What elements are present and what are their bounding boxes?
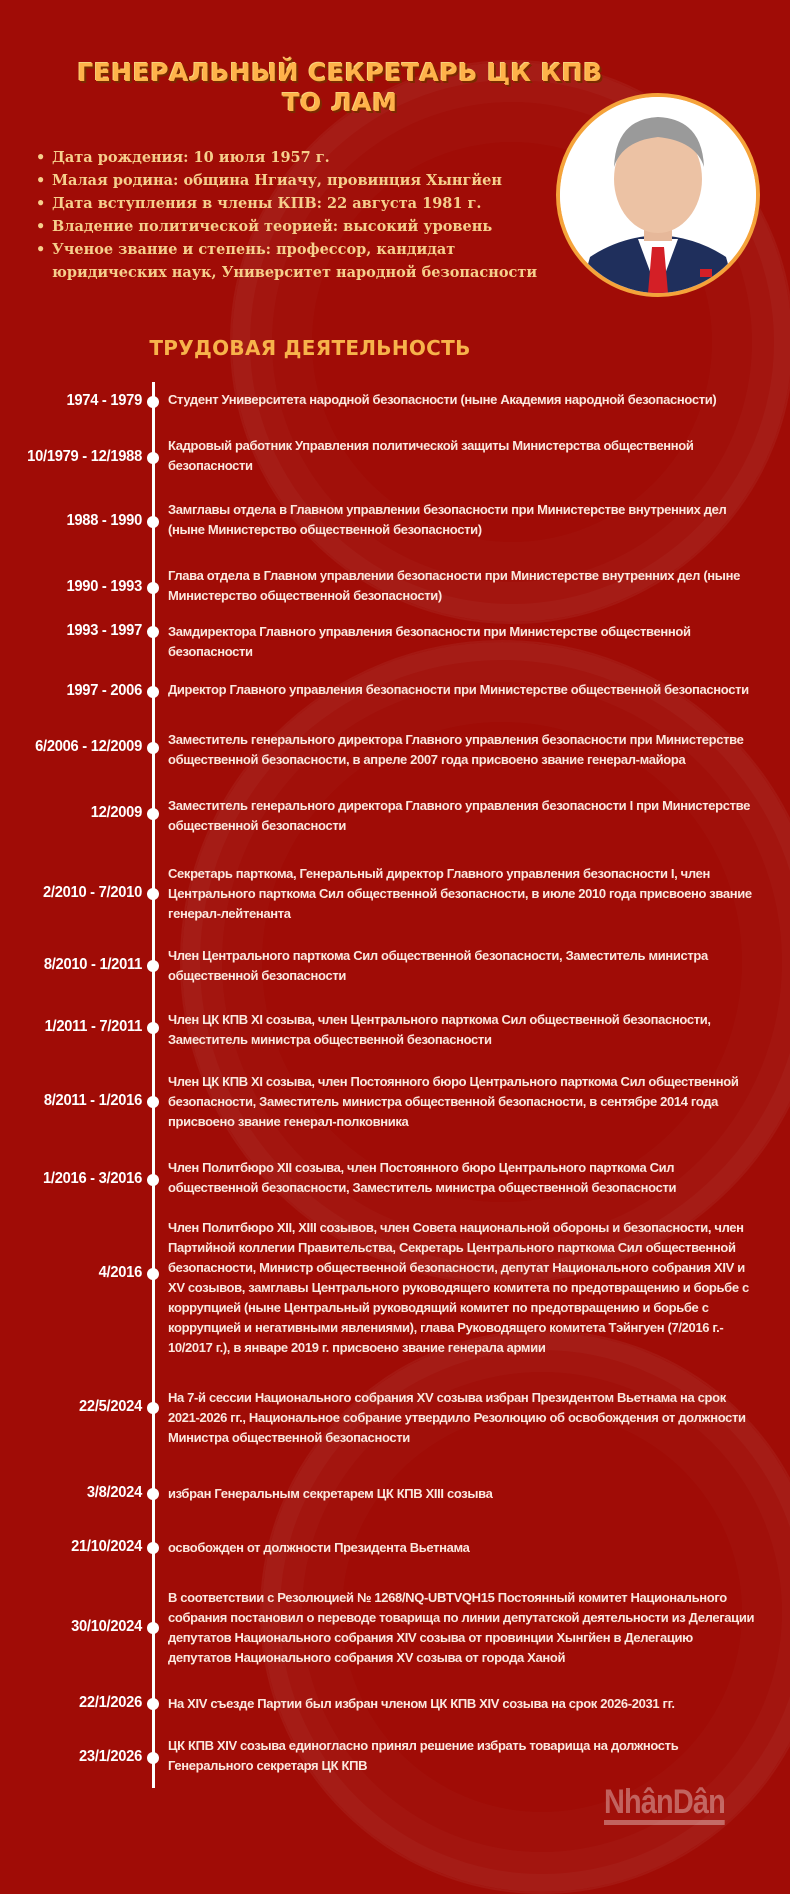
- person-portrait-icon: [560, 97, 756, 293]
- title-line-2: ТО ЛАМ: [282, 88, 398, 117]
- timeline-dot-icon: [147, 1752, 159, 1764]
- timeline-dot-icon: [147, 1542, 159, 1554]
- entry-date: 1993 - 1997: [66, 622, 142, 639]
- entry-text: освобожден от должности Президента Вьетнама: [168, 1540, 470, 1555]
- entry-text: В соответствии с Резолюцией № 1268/NQ-UBTVQH15 Постоянный комитет Национального собрания постановил о переводе товарища по линии депутатской деятельности из Делегации депутатов Национального собрания XIV созыва от провинции Хынгйен в Делегацию депутатов Национального собрания XV созыва от города Ханой: [168, 1590, 755, 1665]
- timeline-dot-icon: [147, 1268, 159, 1280]
- entry-text: Замглавы отдела в Главном управлении безопасности при Министерстве внутренних дел (ныне Министерство общественной безопасности): [168, 502, 727, 537]
- entry-date: 21/10/2024: [71, 1538, 142, 1555]
- entry-date: 23/1/2026: [78, 1748, 142, 1765]
- timeline-dot-icon: [147, 686, 159, 698]
- entry-date: 1997 - 2006: [66, 682, 142, 699]
- timeline-dot-icon: [147, 516, 159, 528]
- bio-item: • Малая родина: община Нгиачу, провинция Хынгйен: [36, 169, 556, 192]
- timeline-dot-icon: [147, 808, 159, 820]
- entry-text: Член ЦК КПВ XI созыва, член Постоянного бюро Центрального парткома Сил общественной безопасности, Заместитель министра общественной безопасности, в сентябре 2014 года присвоено звание генерал-полковника: [168, 1074, 739, 1129]
- entry-date: 1988 - 1990: [66, 512, 142, 529]
- entry-text: Замдиректора Главного управления безопасности при Министерстве общественной безопасности: [168, 624, 691, 659]
- entry-date: 12/2009: [90, 804, 142, 821]
- timeline-dot-icon: [147, 1488, 159, 1500]
- bio-item: • Дата вступления в члены КПВ: 22 августа 1981 г.: [36, 192, 556, 215]
- page-title: [60, 58, 620, 118]
- entry-text: Член Политбюро XII созыва, член Постоянного бюро Центрального парткома Сил общественной безопасности, Заместитель министра общественной безопасности: [168, 1160, 677, 1195]
- title-line-1: ГЕНЕРАЛЬНЫЙ СЕКРЕТАРЬ ЦК КПВ: [77, 58, 603, 87]
- entry-date: 1/2011 - 7/2011: [44, 1018, 143, 1035]
- entry-date: 8/2010 - 1/2011: [43, 956, 142, 973]
- entry-text: ЦК КПВ XIV созыва единогласно принял решение избрать товарища на должность Генерального секретаря ЦК КПВ: [168, 1738, 679, 1773]
- entry-text: Кадровый работник Управления политической защиты Министерства общественной безопасности: [168, 438, 694, 473]
- entry-date: 4/2016: [98, 1264, 142, 1281]
- timeline-dot-icon: [147, 1096, 159, 1108]
- entry-text: Директор Главного управления безопасности при Министерстве общественной безопасности: [168, 682, 749, 697]
- timeline-dot-icon: [147, 1698, 159, 1710]
- entry-date: 1/2016 - 3/2016: [42, 1170, 142, 1187]
- timeline-dot-icon: [147, 396, 159, 408]
- entry-text: Секретарь парткома, Генеральный директор Главного управления безопасности I, член Центрального парткома Сил общественной безопасности, в июле 2010 года присвоено звание генерал-лейтенанта: [168, 866, 752, 921]
- timeline-dot-icon: [147, 582, 159, 594]
- entry-date: 22/1/2026: [78, 1694, 142, 1711]
- bio-item: • Дата рождения: 10 июля 1957 г.: [36, 146, 556, 169]
- entry-date: 2/2010 - 7/2010: [42, 884, 142, 901]
- entry-text: Заместитель генерального директора Главного управления безопасности I при Министерстве общественной безопасности: [168, 798, 750, 833]
- entry-date: 1974 - 1979: [66, 392, 142, 409]
- section-title: ТРУДОВАЯ ДЕЯТЕЛЬНОСТЬ: [149, 336, 471, 360]
- bio-list: [36, 146, 556, 284]
- timeline-dot-icon: [147, 1622, 159, 1634]
- timeline-dot-icon: [147, 1022, 159, 1034]
- timeline-dot-icon: [147, 888, 159, 900]
- entry-text: Член ЦК КПВ XI созыва, член Центрального парткома Сил общественной безопасности, Заместитель министра общественной безопасности: [168, 1012, 711, 1047]
- entry-date: 8/2011 - 1/2016: [43, 1092, 142, 1109]
- entry-date: 1990 - 1993: [66, 578, 142, 595]
- entry-text: Заместитель генерального директора Главного управления безопасности при Министерстве общественной безопасности, в апреле 2007 года присвоено звание генерал-майора: [168, 732, 744, 767]
- entry-text: На XIV съезде Партии был избран членом ЦК КПВ XIV созыва на срок 2026-2031 гг.: [168, 1696, 675, 1711]
- timeline-dot-icon: [147, 1174, 159, 1186]
- entry-date: 30/10/2024: [71, 1618, 142, 1635]
- entry-text: Глава отдела в Главном управлении безопасности при Министерстве внутренних дел (ныне Министерство общественной безопасности): [168, 568, 740, 603]
- nhandan-logo: NhânDân: [604, 1784, 725, 1825]
- bio-item: • Владение политической теорией: высокий уровень: [36, 215, 556, 238]
- entry-text: Студент Университета народной безопасности (ныне Академия народной безопасности): [168, 392, 717, 407]
- timeline-dot-icon: [147, 1402, 159, 1414]
- timeline-dot-icon: [147, 742, 159, 754]
- timeline-dot-icon: [147, 960, 159, 972]
- bio-item: • Ученое звание и степень: профессор, кандидат юридических наук, Университет народной безопасности: [36, 238, 556, 284]
- entry-date: 22/5/2024: [78, 1398, 142, 1415]
- entry-text: избран Генеральным секретарем ЦК КПВ XIII созыва: [168, 1486, 493, 1501]
- entry-text: Член Политбюро XII, XIII созывов, член Совета национальной обороны и безопасности, член Партийной коллегии Правительства, Секретарь Центрального парткома Сил общественной безопасности, Министр общественной безопасности, депутат Национального собрания XIV и XV созывов, замглавы Центрального руководящего комитета по предотвращению и борьбе с коррупцией (ныне Центральный руководящий комитет по предотвращению и борьбе с коррупцией и негативными явлениями), глава Руководящего комитета Тэйнгуен (7/2016 г.- 10/2017 г.), в январе 2019 г. присвоено звание генерала армии: [168, 1220, 749, 1355]
- entry-date: 10/1979 - 12/1988: [27, 448, 143, 465]
- timeline-dot-icon: [147, 626, 159, 638]
- entry-text: На 7-й сессии Национального собрания XV созыва избран Президентом Вьетнама на срок 2021-2026 гг., Национальное собрание утвердило Резолюцию об освобождения от должности Министра общественной безопасности: [168, 1390, 746, 1445]
- entry-date: 3/8/2024: [86, 1484, 142, 1501]
- portrait-photo: [556, 93, 760, 297]
- timeline-dot-icon: [147, 452, 159, 464]
- entry-text: Член Центрального парткома Сил общественной безопасности, Заместитель министра общественной безопасности: [168, 948, 708, 983]
- entry-date: 6/2006 - 12/2009: [35, 738, 142, 755]
